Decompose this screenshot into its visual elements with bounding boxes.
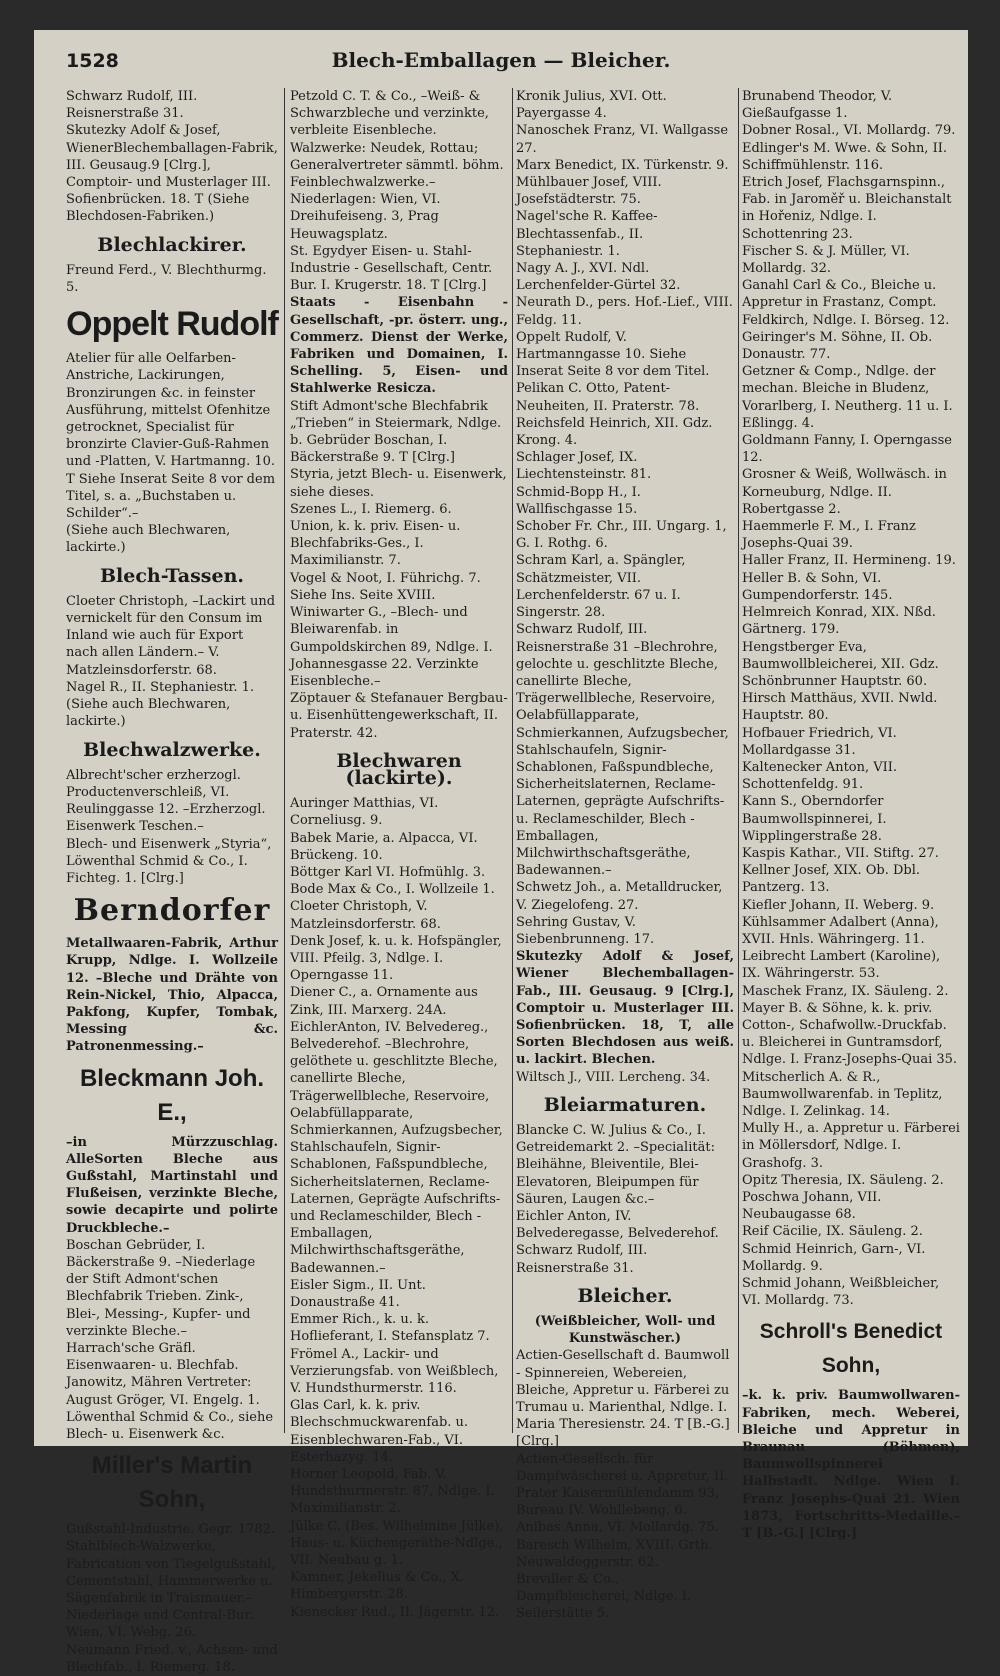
section-heading: Blechlackirer. [97,233,247,256]
column-rule-3 [738,88,739,1433]
entry: Neurath D., pers. Hof.-Lief., VIII. Feldg. 11. [516,295,733,328]
entry: Union, k. k. priv. Eisen- u. Blechfabriks-Ges., I. Maximilianstr. 7. [290,519,461,569]
entry: Geiringer's M. Söhne, II. Ob. Donaustr. 77. [742,329,933,363]
entry: Vogel & Noot, I. Führichg. 7. Siehe Ins. Seite XVIII. [290,570,481,603]
entry: St. Egydyer Eisen- u. Stahl-Industrie - Gesellschaft, Centr. Bur. I. Krugerstr. 18. T [Clrg.] [290,243,493,294]
advert-heading: Schroll's Benedict Sohn, [759,1320,943,1378]
entry: Breviller & Co., Dampfbleicherei, Ndlge. I. Seilerstätte 5. [516,1572,692,1622]
entry: Cloeter Christoph, –Lackirt und vernickelt für den Consum im Inland wie auch für Export nach allen Ländern.– V. Matzleinsdorferstr. 68. [66,593,276,678]
entry: Goldmann Fanny, I. Operngasse 12. [742,433,952,466]
column-1 [66,88,278,1675]
entry: Kellner Josef, XIX. Ob. Dbl. Pantzerg. 13. [742,863,920,896]
advert-text: –in Mürzzuschlag. AlleSorten Bleche aus Gußstahl, Martinstahl und Flußeisen, verzinkte Bleche, sowie decapirte und polirte Druckbleche.– [66,1134,278,1236]
entry: Schmid Johann, Weißbleicher, VI. Mollardg. 73. [742,1276,940,1309]
section-heading: Bleicher. [577,1284,673,1307]
section-heading: Blech-Tassen. [99,564,245,587]
column-2 [290,88,508,1620]
entry: Oppelt Rudolf, V. Hartmanngasse 10. Siehe Inserat Seite 8 vor dem Titel. [516,329,710,380]
entry: EichlerAnton, IV. Belvedereg., Belvederehof. –Blechrohre, gelöthete u. geschlitzte Bleche, canellirte Bleche, Trägerwellbleche, Reservoire, Oelabfüllapparate, Schmierkannen, Aufzugsbecher, Stahlschaufeln, Signir-Schablonen, Faßspundbleche, Sicherheitslaternen, Reclame-Laternen, Geprägte Aufschrifts- und Reclameschilder, Blech - Emballagen, Milchwirthschaftsgeräthe, Badewannen.– [290,1019,503,1276]
entry: Blech- und Eisenwerk „Styria“, Löwenthal Schmid & Co., I. Fichteg. 1. [Clrg.] [66,836,272,886]
entry: Schmid Heinrich, Garn-, VI. Mollardg. 9. [742,1241,926,1274]
advert-text: Atelier für alle Oelfarben-Anstriche, Lackirungen, Bronzirungen &c. in feinster Ausführung, mittelst Ofenhitze getrocknet, Specialist für bronzirte Clavier-Guß-Rahmen und -Platten, V. Hartmanng. 10. T Siehe Inserat Seite 8 vor dem Titel, s. a. „Buchstaben u. Schilder“.– [66,351,276,522]
entry: Blancke C. W. Julius & Co., I. Getreidemarkt 2. –Specialität: Bleihähne, Bleiventile, Blei-Elevatoren, Bleipumpen für Säuren, Laugen &c.– [516,1122,715,1207]
entry: Jülke C. (Bes. Wilhelmine Jülke), Haus- u. Küchengeräthe-Ndlge., VII. Neubau g. 1. [290,1518,504,1569]
entry: Etrich Josef, Flachsgarnspinn., Fab. in Jaroměř u. Bleichanstalt in Hořeniz, Ndlge. I. Schottenring 23. [742,175,952,242]
entry: Babek Marie, a. Alpacca, VI. Brückeng. 10. [290,830,478,863]
entry: Skutezky Adolf & Josef, Wiener Blechemballagen-Fab., III. Geusaug. 9 [Clrg.], Comptoir u. Musterlager III. Sofienbrücken. 18, T, alle Sorten Blechdosen aus weiß. u. lackirt. Blechen. [516,949,734,1068]
entry: Kiefler Johann, II. Weberg. 9. [742,897,935,913]
entry: Haemmerle F. M., I. Franz Josephs-Quai 39. [742,519,916,552]
entry: Hirsch Matthäus, XVII. Nwld. Hauptstr. 80. [742,691,938,724]
entry: Diener C., a. Ornamente aus Zink, III. Marxerg. 24A. [290,985,478,1018]
entry: Fischer S. & J. Müller, VI. Mollardg. 32. [742,243,910,277]
entry: Winiwarter G., –Blech- und Bleiwarenfab. in Gumpoldskirchen 89, Ndlge. I. Johannesgasse 22. Verzinkte Eisenbleche.– [290,605,493,689]
entry: Kaspis Kathar., VII. Stiftg. 27. [742,845,939,861]
entry: Mühlbauer Josef, VIII. Josefstädterstr. 75. [516,175,662,208]
entry: Schlager Josef, IX. Liechtensteinstr. 81. [516,450,652,483]
page-header [34,44,968,84]
entry: Albrecht'scher erzherzogl. Productenverschleiß, VI. Reulinggasse 12. –Erzherzogl. Eisenwerk Teschen.– [66,767,266,835]
entry: Kaltenecker Anton, VII. Schottenfeldg. 91. [742,759,898,793]
entry: Bode Max & Co., I. Wollzeile 1. [290,882,495,898]
advert-text: –k. k. priv. Baumwollwaren-Fabriken, mech. Weberei, Bleiche und Appretur in Braunau (Böhmen), Baumwollspinnerei Halbstadt. Ndlge. Wien I. Franz Josephs-Quai 21. Wien 1873, Fortschritts-Medaille.– T [B.-G.] [Clrg.] [742,1388,960,1542]
entry: Maschek Franz, IX. Säuleng. 2. [742,983,949,999]
entry: Eisler Sigm., II. Unt. Donaustraße 41. [290,1277,426,1311]
entry: Böttger Karl VI. Hofmühlg. 3. [290,864,486,880]
entry: Ganahl Carl & Co., Bleiche u. Appretur in Frastanz, Compt. Feldkirch, Ndlge. I. Börseg. 12. [742,278,950,328]
entry: Horner Leopold, Fab. V. Hundsthurmerstr. 87, Ndlge. I. Maximilianstr. 2. [290,1467,495,1517]
entry: Anibas Anna, VI. Mollardg. 75. [516,1520,719,1536]
entry: Leibrecht Lambert (Karoline), IX. Währingerstr. 53. [742,949,941,982]
section-subheading: (Weißbleicher, Woll- und Kunstwäscher.) [534,1314,716,1347]
directory-page [34,30,968,1675]
entry: Mully H., a. Appretur u. Färberei in Möllersdorf, Ndlge. I. Grashofg. 3. [742,1121,960,1171]
section-heading: Blechwalzwerke. [83,738,261,761]
entry: Zöptauer & Stefanauer Bergbau- u. Eisenhüttengewerkschaft, II. Praterstr. 42. [290,691,508,741]
entry: Petzold C. T. & Co., –Weiß- & Schwarzbleche und verzinkte, verbleite Eisenbleche. Walzwerke: Neudek, Rottau; Generalvertreter sämmtl. böhm. Feinblechwalzwerke.– Niederlagen: Wien, VI. Dreihufeiseng. 3, Prag Heuwagsplatz. [290,89,504,242]
advert-heading: Bleckmann Joh. E., [79,1064,265,1126]
column-rule-1 [284,88,285,1433]
advert-text: Metallwaaren-Fabrik, Arthur Krupp, Ndlge. I. Wollzeile 12. –Bleche und Drähte von Rein-Nickel, Thio, Alpacca, Pakfong, Kupfer, Tombak, Messing &c. Patronenmessing.– [66,936,278,1055]
entry: Glas Carl, k. k. priv. Blechschmuckwarenfab. u. Eisenblechwaren-Fab., VI. Esterhazyg. 14. [290,1398,469,1465]
entry: Harrach'sche Gräfl. Eisenwaaren- u. Blechfab. Janowitz, Mähren Vertreter: August Gröger, VI. Engelg. 1. [66,1340,260,1408]
entry: Schober Fr. Chr., III. Ungarg. 1, G. I. Rothg. 6. [516,519,727,552]
page-number: 1528 [66,50,119,72]
entry: Reichsfeld Heinrich, XII. Gdz. Krong. 4. [516,415,713,449]
entry: Reif Cäcilie, IX. Säuleng. 2. [742,1224,923,1240]
column-3 [516,88,734,1622]
entry: Poschwa Johann, VII. Neubaugasse 68. [742,1190,882,1223]
entry: Schwarz Rudolf, III. Reisnerstraße 31 –Blechrohre, gelochte u. geschlitzte Bleche, canellirte Bleche, Trägerwellbleche, Reservoire, Oelabfüllapparate, Schmierkannen, Aufzugsbecher, Stahlschaufeln, Signir-Schablonen, Faßspundbleche, Sicherheitslaternen, Reclame-Laternen, geprägte Aufschrifts- u. Reclameschilder, Blech - Emballagen, Milchwirthschaftsgeräthe, Badewannen.– [516,622,729,879]
entry: Neumann Fried. v., Achsen- und Blechfab., I. Riemerg. 18. [66,1642,278,1675]
entry: Baresch Wilhelm, XVIII. Grth. Neuwaldeggerstr. 62. [516,1537,713,1570]
entry: Sehring Gustav, V. Siebenbrunneng. 17. [516,914,655,947]
entry: Styria, jetzt Blech- u. Eisenwerk, siehe dieses. [290,467,507,500]
advert-text: Gußstahl-Industrie. Gegr. 1782. Stahlblech-Walzwerke, Fabrication von Tiegelgußstahl, Cementstahl, Hammerwerke u. Sägenfabrik in Traismauer.– Niederlage und Central-Bur. Wien, VI. Webg. 26. [66,1522,276,1641]
advert-heading: Berndorfer [73,893,271,929]
entry: Auringer Matthias, VI. Corneliusg. 9. [290,796,439,829]
entry: Szenes L., I. Riemerg. 6. [290,501,452,517]
entry: Mayer B. & Söhne, k. k. priv. Cotton-, Schafwollw.-Druckfab. u. Bleicherei in Guntramsdorf, Ndlge. I. Franz-Josephs-Quai 35. [742,1000,958,1068]
entry: Wiltsch J., VIII. Lercheng. 34. [516,1069,711,1085]
entry: Schram Karl, a. Spängler, Schätzmeister, VII. Lerchenfelderstr. 67 u. I. Singerstr. 28. [516,553,686,621]
entry: Schwarz Rudolf, III. Reisnerstraße 31. [66,89,198,122]
entry: Nagy A. J., XVI. Ndl. Lerchenfelder-Gürtel 32. [516,261,681,294]
section-heading: Blechwaren (lackirte). [336,749,462,789]
entry: Hofbauer Friedrich, VI. Mollardgasse 31. [742,725,897,758]
entry: Cloeter Christoph, V. Matzleinsdorferstr. 68. [290,899,441,932]
entry: Actien-Gesellschaft d. Baumwoll - Spinnereien, Webereien, Bleiche, Appretur u. Färberei zu Trumau u. Marienthal, Ndlge. I. Maria Theresienstr. 24. T [B.-G.] [Clrg.] [516,1348,730,1450]
entry: Nanoschek Franz, VI. Wallgasse 27. [516,123,729,156]
entry: Hengstberger Eva, Baumwollbleicherei, XII. Gdz. Schönbrunner Hauptstr. 60. [742,639,939,689]
entry: Pelikan C. Otto, Patent-Neuheiten, II. Praterstr. 78. [516,381,700,414]
entry: Dobner Rosal., VI. Mollardg. 79. [742,123,956,139]
entry: Löwenthal Schmid & Co., siehe Blech- u. Eisenwerk &c. [66,1409,274,1442]
entry: Schwarz Rudolf, III. Reisnerstraße 31. [516,1243,648,1276]
cross-reference: (Siehe auch Blechwaren, lackirte.) [66,523,231,556]
entry: Stift Admont'sche Blechfabrik „Trieben“ in Steiermark, Ndlge. b. Gebrüder Boschan, I. Bäckerstraße 9. T [Clrg.] [290,398,502,466]
entry: Kann S., Oberndorfer Baumwollspinnerei, I. Wipplingerstraße 28. [742,794,887,844]
entry: Haller Franz, II. Hermineng. 19. [742,553,956,569]
entry: Eichler Anton, IV. Belvederegasse, Belvederehof. [516,1209,719,1242]
entry: Kamner, Jekelius & Co., X. Himbergerstr. 28. [290,1570,464,1603]
running-title: Blech-Emballagen — Bleicher. [331,48,671,72]
entry: Kronik Julius, XVI. Ott. Payergasse 4. [516,89,667,122]
entry: Edlinger's M. Wwe. & Sohn, II. Schiffmühlenstr. 116. [742,140,947,173]
column-rule-2 [512,88,513,1433]
entry: Staats - Eisenbahn - Gesellschaft, -pr. österr. ung., Commerz. Dienst der Werke, Fabriken und Domainen, I. Schelling. 5, Eisen- und Stahlwerke Resicza. [290,295,508,397]
column-4 [742,88,960,1542]
advert-heading: Oppelt Rudolf [66,305,278,344]
entry: Boschan Gebrüder, I. Bäckerstraße 9. –Niederlage der Stift Admont'schen Blechfabrik Trieben. Zink-, Blei-, Messing-, Kupfer- und verzinkte Bleche.– [66,1237,256,1339]
cross-reference: (Siehe auch Blechwaren, lackirte.) [66,697,231,730]
entry: Grosner & Weiß, Wollwäsch. in Korneuburg, Ndlge. II. Robertgasse 2. [742,467,947,517]
section-heading: Bleiarmaturen. [543,1093,707,1116]
advert-heading: Miller's Martin Sohn, [91,1452,253,1514]
entry: Kühlsammer Adalbert (Anna), XVII. Hnls. Währingerg. 11. [742,914,939,947]
entry: Skutezky Adolf & Josef, WienerBlechemballagen-Fabrik, III. Geusaug.9 [Clrg.], Comptoir- und Musterlager III. Sofienbrücken. 18. T (Siehe Blechdosen-Fabriken.) [66,123,278,225]
entry: Heller B. & Sohn, VI. Gumpendorferstr. 145. [742,570,893,603]
entry: Nagel R., II. Stephaniestr. 1. [66,679,254,695]
entry: Denk Josef, k. u. k. Hofspängler, VIII. Pfeilg. 3, Ndlge. I. Operngasse 11. [290,933,502,984]
entry: Helmreich Konrad, XIX. Nßd. Gärtnerg. 179. [742,605,936,638]
entry: Emmer Rich., k. u. k. Hoflieferant, I. Stefansplatz 7. [290,1312,490,1345]
entry: Opitz Theresia, IX. Säuleng. 2. [742,1172,944,1188]
entry: Brunabend Theodor, V. Gießaufgasse 1. [742,89,893,122]
entry: Schwetz Joh., a. Metalldrucker, V. Ziegelofeng. 27. [516,880,723,913]
entry: Nagel'sche R. Kaffee-Blechtassenfab., II. Stephaniestr. 1. [516,209,658,259]
entry: Frömel A., Lackir- und Verzierungsfab. von Weißblech, V. Hundsthurmerstr. 116. [290,1346,499,1397]
entry: Marx Benedict, IX. Türkenstr. 9. [516,157,729,173]
entry: Getzner & Comp., Ndlge. der mechan. Bleiche in Bludenz, Vorarlberg, I. Neutherg. 11 u. I. Eßlingg. 4. [742,364,953,431]
entry: Schmid-Bopp H., I. Wallfischgasse 15. [516,484,641,517]
entry: Kienecker Rud., II. Jägerstr. 12. [290,1604,500,1620]
entry: Actien-Gesellsch. für Dampfwäscherei u. Appretur, II. Prater Kaisermühlendamm 93, Bureau IV. Wohllebeng. 6. [516,1451,729,1519]
entry: Mitscherlich A. & R., Baumwollwarenfab. in Teplitz, Ndlge. I. Zelinkag. 14. [742,1069,943,1119]
entry: Freund Ferd., V. Blechthurmg. 5. [66,262,267,296]
